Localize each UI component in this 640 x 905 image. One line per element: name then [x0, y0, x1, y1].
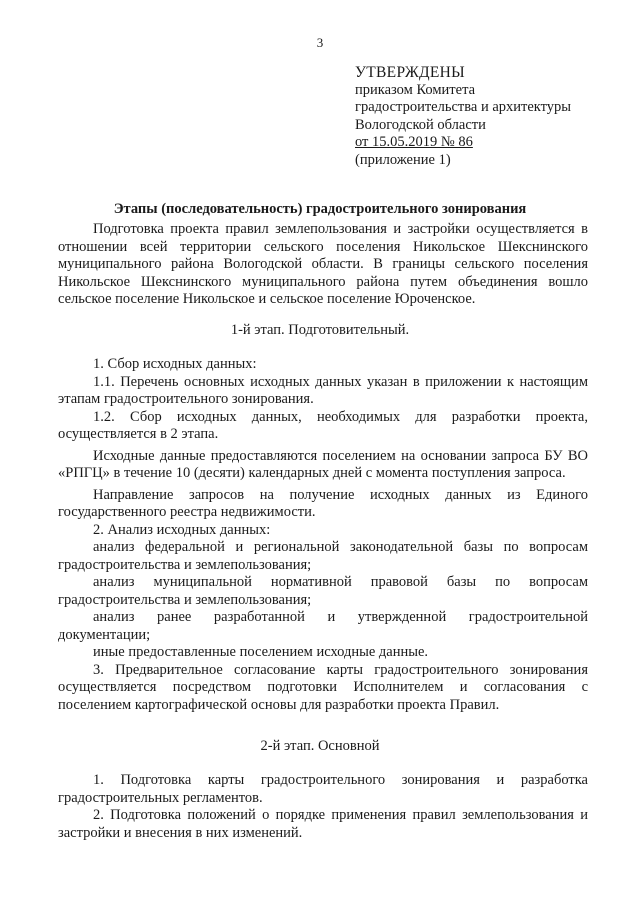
stage1-section: [58, 356, 588, 714]
approval-heading: УТВЕРЖДЕНЫ: [355, 64, 465, 81]
stage1-item: анализ муниципальной нормативной правовой базы по вопросам градостроительства и землепользования;: [58, 574, 588, 608]
approval-line: Вологодской области: [355, 116, 486, 133]
stage1-heading: 1-й этап. Подготовительный.: [230, 322, 410, 338]
stage2-section: [58, 772, 588, 842]
intro-section: [58, 221, 588, 309]
stage1-item: 1. Сбор исходных данных:: [93, 356, 257, 372]
stage1-item: 1.2. Сбор исходных данных, необходимых для разработки проекта, осуществляется в 2 этапа.: [58, 408, 588, 442]
stage1-item: Направление запросов на получение исходных данных из Единого государственного реестра недвижимости.: [58, 486, 588, 520]
document-title: Этапы (последовательность) градостроительного зонирования: [113, 201, 527, 217]
approval-line: приказом Комитета: [355, 81, 476, 98]
approval-attachment: (приложение 1): [355, 151, 451, 168]
stage1-item: анализ федеральной и региональной законодательной базы по вопросам градостроительства и землепользования;: [58, 539, 588, 573]
stage1-item: анализ ранее разработанной и утвержденной градостроительной документации;: [58, 609, 588, 643]
approval-line: градостроительства и архитектуры: [355, 99, 572, 115]
approval-stamp: [355, 64, 625, 169]
stage2-item: 1. Подготовка карты градостроительного зонирования и разработка градостроительных регламентов.: [58, 772, 588, 806]
stage1-item: 2. Анализ исходных данных:: [93, 521, 271, 538]
stage2-heading: 2-й этап. Основной: [260, 738, 380, 754]
stage2-item: 2. Подготовка положений о порядке применения правил землепользования и застройки и внесения в них изменений.: [58, 807, 588, 841]
stage1-item: 3. Предварительное согласование карты градостроительного зонирования осуществляется посредством подготовки Исполнителем и согласования с поселением картографической основы для разработки проекта Правил.: [58, 661, 588, 713]
page-number: 3: [316, 35, 324, 50]
stage1-item: Исходные данные предоставляются поселением на основании запроса БУ ВО «РПГЦ» в течение 10 (десяти) календарных дней с момента поступления запроса.: [58, 447, 588, 481]
intro-paragraph: Подготовка проекта правил землепользования и застройки осуществляется в отношении всей территории сельского поселения Никольское Шекснинского муниципального района Вологодской области. В границы сельского поселения Никольское Шекснинского муниципального района путем объединения вошло сельское поселение Никольское и сельское поселение Юроченское.: [58, 221, 588, 307]
stage1-item: иные предоставленные поселением исходные данные.: [93, 644, 429, 660]
approval-date-number: от 15.05.2019 № 86: [355, 134, 473, 150]
stage1-item: 1.1. Перечень основных исходных данных указан в приложении к настоящим этапам градостроительного зонирования.: [58, 373, 588, 407]
